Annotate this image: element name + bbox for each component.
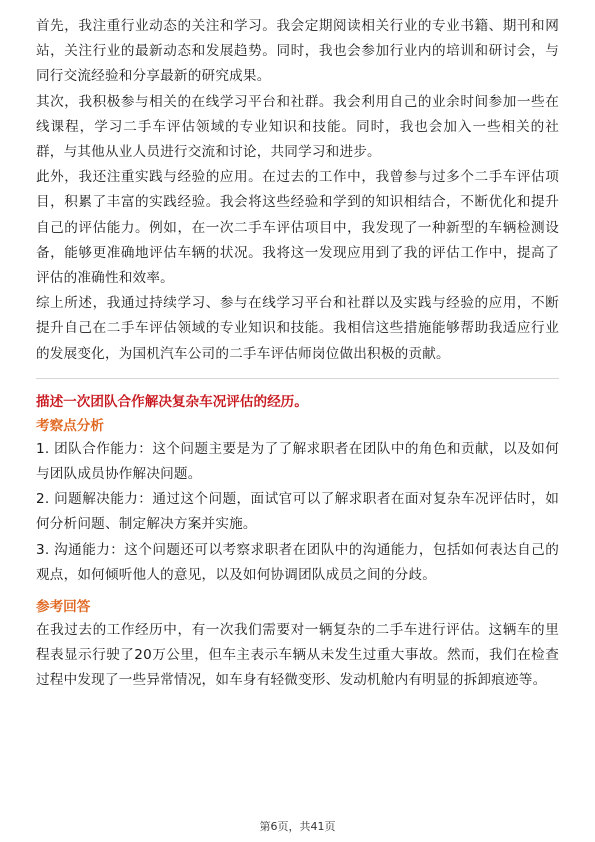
list-item: 2. 问题解决能力：通过这个问题，面试官可以了解求职者在面对复杂车况评估时，如何分析问题、制定解决方案并实施。 [36,491,559,533]
paragraph: 此外，我还注重实践与经验的应用。在过去的工作中，我曾参与过多个二手车评估项目，积累了丰富的实践经验。我会将这些经验和学到的知识相结合，不断优化和提升自己的评估能力。例如，在一次二手车评估项目中，我发现了一种新型的车辆检测设备，能够更准确地评估车辆的状况。我将这一发现应用到了我的评估工作中，提高了评估的准确性和效率。 [36,169,559,287]
list-item: 3. 沟通能力：这个问题还可以考察求职者在团队中的沟通能力，包括如何表达自己的观点，如何倾听他人的意见，以及如何协调团队成员之间的分歧。 [36,541,559,583]
analysis-heading: 考察点分析 [36,417,104,434]
question-title: 描述一次团队合作解决复杂车况评估的经历。 [36,393,308,410]
paragraph: 首先，我注重行业动态的关注和学习。我会定期阅读相关行业的专业书籍、期刊和网站，关注行业的最新动态和发展趋势。同时，我也会参加行业内的培训和研讨会，与同行交流经验和分享最新的研究成果。 [36,18,559,85]
reference-heading: 参考回答 [36,599,91,616]
page-number: 第6页，共41页 [259,820,336,833]
paragraph: 其次，我积极参与相关的在线学习平台和社群。我会利用自己的业余时间参加一些在线课程，学习二手车评估领域的专业知识和技能。同时，我也会加入一些相关的社群，与其他从业人员进行交流和讨论，共同学习和进步。 [36,93,559,161]
section-divider [36,378,559,379]
page-content [36,14,559,694]
analysis-list [36,437,559,588]
paragraph: 综上所述，我通过持续学习、参与在线学习平台和社群以及实践与经验的应用，不断提升自己在二手车评估领域的专业知识和技能。我相信这些措施能够帮助我适应行业的发展变化，为国机汽车公司的二手车评估师岗位做出积极的贡献。 [36,295,559,362]
list-item: 1. 团队合作能力：这个问题主要是为了了解求职者在团队中的角色和贡献，以及如何与团队成员协作解决问题。 [36,440,559,483]
reference-answer: 在我过去的工作经历中，有一次我们需要对一辆复杂的二手车进行评估。这辆车的里程表显示行驶了20万公里，但车主表示车辆从未发生过重大事故。然而，我们在检查过程中发现了一些异常情况，如车身有轻微变形、发动机舱内有明显的拆卸痕迹等。 [36,622,559,689]
